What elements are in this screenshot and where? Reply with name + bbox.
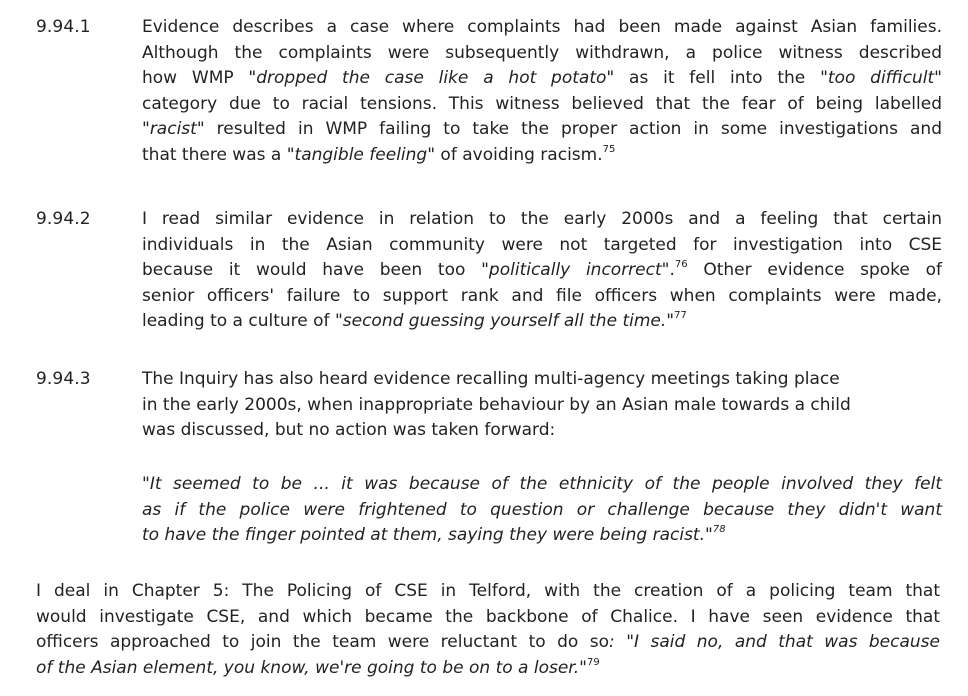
text-line (36, 656, 940, 682)
quoted-text: "dropped the case like a hot potato" (248, 68, 615, 88)
text-run: because it would have been too (142, 260, 482, 280)
footnote-marker: 79 (586, 656, 600, 668)
text-run: "It seemed to be ... it was because of the ethnicity of the people involved they felt (142, 474, 942, 494)
text-line (142, 143, 942, 169)
quoted-text: "tangible feeling" (286, 144, 436, 165)
block-quote (142, 472, 942, 549)
paragraph-body (142, 207, 942, 335)
text-run: in the early 2000s, when inappropriate behaviour by an Asian male towards a child (142, 394, 851, 415)
quoted-text: "second guessing yourself all the time." (334, 311, 675, 331)
text-run: was discussed, but no action was taken forward: (142, 420, 556, 440)
text-line (142, 472, 942, 498)
text-line (36, 579, 940, 605)
text-run: I read similar evidence in relation to the early 2000s and a feeling that certain (142, 209, 942, 229)
quoted-text: of the Asian element, you know, we're going to be on to a loser." (36, 657, 587, 678)
text-run: individuals in the Asian community were not targeted for investigation into CSE (142, 234, 942, 255)
text-run: I deal in Chapter 5: The Policing of CSE in Telford, with the creation of a policing team that (36, 581, 940, 601)
footnote-marker: 78 (712, 524, 726, 536)
text-line (142, 523, 942, 549)
paragraph-number: 9.94.1 (36, 17, 91, 37)
text-run: as it fell into the (614, 68, 821, 88)
text-run: to have the finger pointed at them, saying they were being racist." (142, 525, 713, 545)
paragraph-number: 9.94.2 (36, 209, 91, 229)
text-run: category due to racial tensions. This witness believed that the fear of being labelled (142, 93, 942, 114)
closing-paragraph (36, 579, 940, 681)
text-line (142, 117, 942, 143)
text-line (142, 66, 942, 92)
text-run: would investigate CSE, and which became the backbone of Chalice. I have seen evidence that (36, 606, 940, 627)
quoted-text: : "I said no, and that was because (609, 632, 940, 652)
text-line (142, 284, 942, 310)
text-line (36, 605, 940, 631)
text-line (142, 233, 942, 259)
text-run: leading to a culture of (142, 311, 335, 331)
text-line (142, 258, 942, 284)
footnote-marker: 75 (602, 143, 616, 155)
text-line (142, 92, 942, 118)
text-line (142, 393, 942, 419)
text-line (142, 15, 942, 41)
text-run: of avoiding racism. (435, 144, 603, 165)
text-run: Evidence describes a case where complaints had been made against Asian families. (142, 17, 942, 37)
text-run: . (669, 260, 675, 280)
paragraph-body (142, 15, 942, 168)
text-run: Although the complaints were subsequently withdrawn, a police witness described (142, 42, 942, 63)
paragraph-body (142, 367, 942, 444)
footnote-marker: 77 (674, 310, 687, 322)
quoted-text: "too difficult" (820, 68, 943, 88)
text-line (142, 498, 942, 524)
text-line (142, 367, 942, 393)
quoted-text: "racist" (142, 119, 205, 139)
text-line (142, 309, 942, 335)
text-line (142, 41, 942, 67)
text-line (36, 630, 940, 656)
text-run: that there was a (142, 144, 287, 165)
quoted-text: "politically incorrect" (481, 260, 670, 280)
text-run: officers approached to join the team were reluctant to do so (36, 632, 610, 652)
text-run: resulted in WMP failing to take the proper action in some investigations and (204, 119, 942, 139)
text-line (142, 418, 942, 444)
text-line (142, 207, 942, 233)
paragraph-number: 9.94.3 (36, 369, 91, 389)
text-run: how WMP (142, 68, 249, 88)
text-run: senior officers' failure to support rank and file officers when complaints were made, (142, 285, 942, 306)
text-run: Other evidence spoke of (687, 260, 942, 280)
text-run: The Inquiry has also heard evidence recalling multi-agency meetings taking place (142, 369, 840, 389)
footnote-marker: 76 (674, 259, 688, 271)
text-run: as if the police were frightened to question or challenge because they didn't want (142, 499, 942, 520)
